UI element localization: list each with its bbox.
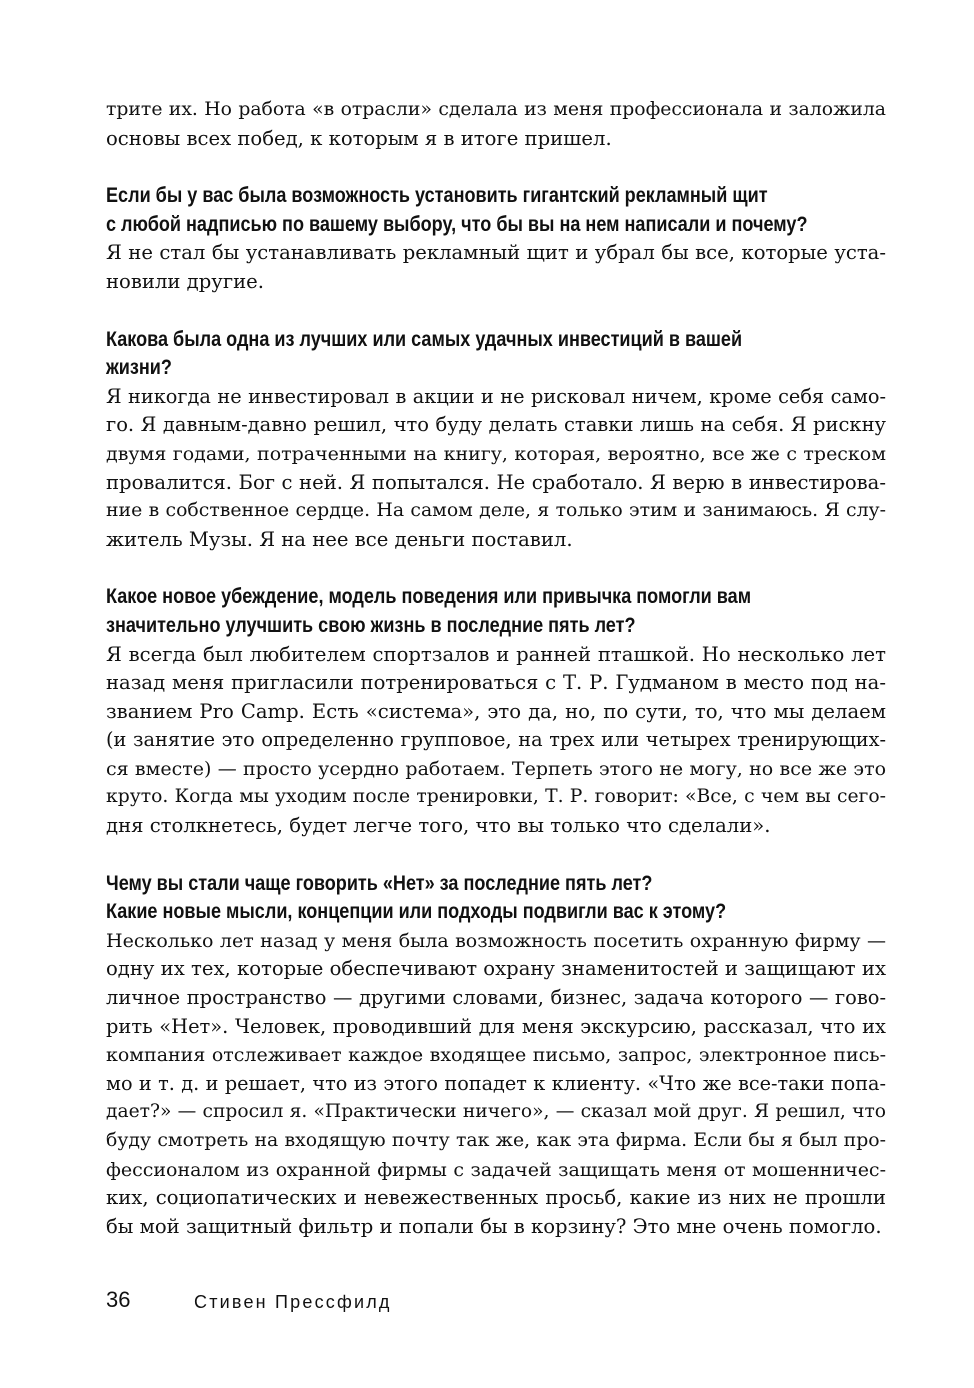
- question-heading-line: жизни?: [106, 356, 172, 380]
- answer-text-line: житель Музы. Я на нее все деньги поставил.: [106, 527, 573, 551]
- answer-text-line: Я всегда был любителем спортзалов и ранней пташкой. Но несколько лет: [106, 642, 886, 666]
- page-number: 36: [106, 1287, 131, 1312]
- answer-text-line: Я никогда не инвестировал в акции и не рисковал ничем, кроме себя само-: [106, 384, 886, 408]
- page-body: [106, 96, 886, 1241]
- answer-text-line: личное пространство — другими словами, бизнес, задача которого — гово-: [106, 986, 886, 1010]
- answer-text-line: Я не стал бы устанавливать рекламный щит и убрал бы все, которые уста-: [106, 241, 886, 265]
- answer-text-line: званием Pro Camp. Есть «система», это да, но, по сути, то, что мы делаем: [106, 699, 886, 723]
- question-heading-line: значительно улучшить свою жизнь в последние пять лет?: [106, 613, 636, 637]
- question-heading-line: с любой надписью по вашему выбору, что бы вы на нем написали и почему?: [106, 212, 808, 236]
- answer-text-line: дня столкнетесь, будет легче того, что вы только что сделали».: [106, 814, 771, 838]
- answer-text-line: ся вместе) — просто усердно работаем. Терпеть этого не могу, но все же это: [106, 757, 886, 780]
- answer-text-line: двумя годами, потраченными на книгу, которая, вероятно, все же с треском: [106, 442, 886, 465]
- answer-text-line: рить «Нет». Человек, проводивший для меня экскурсию, рассказал, что их: [106, 1014, 886, 1038]
- answer-text-line: мо и т. д. и решает, что из этого попадет к клиенту. «Что же все-таки попа-: [106, 1071, 886, 1095]
- answer-text-line: (и занятие это определенно групповое, на трех или четырех тренирующих-: [106, 728, 886, 752]
- body-text-line: основы всех побед, к которым я в итоге пришел.: [106, 126, 612, 150]
- answer-text-line: бы мой защитный фильтр и попали бы в корзину? Это мне очень помогло.: [106, 1214, 882, 1238]
- answer-text-line: ние в собственное сердце. На самом деле, я только этим и занимаюсь. Я слу-: [106, 500, 886, 522]
- answer-text-line: круто. Когда мы уходим после тренировки, Т. Р. говорит: «Все, с чем вы сего-: [106, 786, 886, 808]
- answer-text-line: назад меня пригласили потренироваться с Т. Р. Гудманом в место под на-: [106, 671, 886, 695]
- question-heading-line: Чему вы стали чаще говорить «Нет» за последние пять лет?: [106, 871, 653, 895]
- answer-text-line: фессионалом из охранной фирмы с задачей защищать меня от мошенничес-: [106, 1158, 886, 1181]
- question-heading-line: Если бы у вас была возможность установить гигантский рекламный щит: [106, 184, 768, 208]
- answer-text-line: одну их тех, которые обеспечивают охрану знаменитостей и защищают их: [106, 957, 886, 981]
- answer-text-line: го. Я давным-давно решил, что буду делать ставки лишь на себя. Я рискну: [106, 413, 886, 437]
- running-head-author: Стивен Прессфилд: [194, 1292, 392, 1312]
- answer-text-line: ких, социопатических и невежественных просьб, какие из них не прошли: [106, 1186, 886, 1210]
- question-heading-line: Какое новое убеждение, модель поведения или привычка помогли вам: [106, 585, 752, 609]
- answer-text-line: Несколько лет назад у меня была возможность посетить охранную фирму —: [106, 929, 886, 952]
- answer-text-line: компания отслеживает каждое входящее письмо, запрос, электронное пись-: [106, 1044, 886, 1067]
- answer-text-line: новили другие.: [106, 269, 264, 293]
- question-heading-line: Какие новые мысли, концепции или подходы подвигли вас к этому?: [106, 900, 727, 924]
- answer-text-line: буду смотреть на входящую почту так же, как эта фирма. Если бы я был про-: [106, 1130, 886, 1151]
- answer-text-line: провалится. Бог с ней. Я попытался. Не сработало. Я верю в инвестирова-: [106, 470, 886, 494]
- page-footer: [106, 1286, 606, 1314]
- body-text-line: трите их. Но работа «в отрасли» сделала из меня профессионала и заложила: [106, 99, 886, 120]
- answer-text-line: дает?» — спросил я. «Практически ничего», — сказал мой друг. Я решил, что: [106, 1101, 886, 1123]
- question-heading-line: Какова была одна из лучших или самых удачных инвестиций в вашей: [106, 327, 743, 351]
